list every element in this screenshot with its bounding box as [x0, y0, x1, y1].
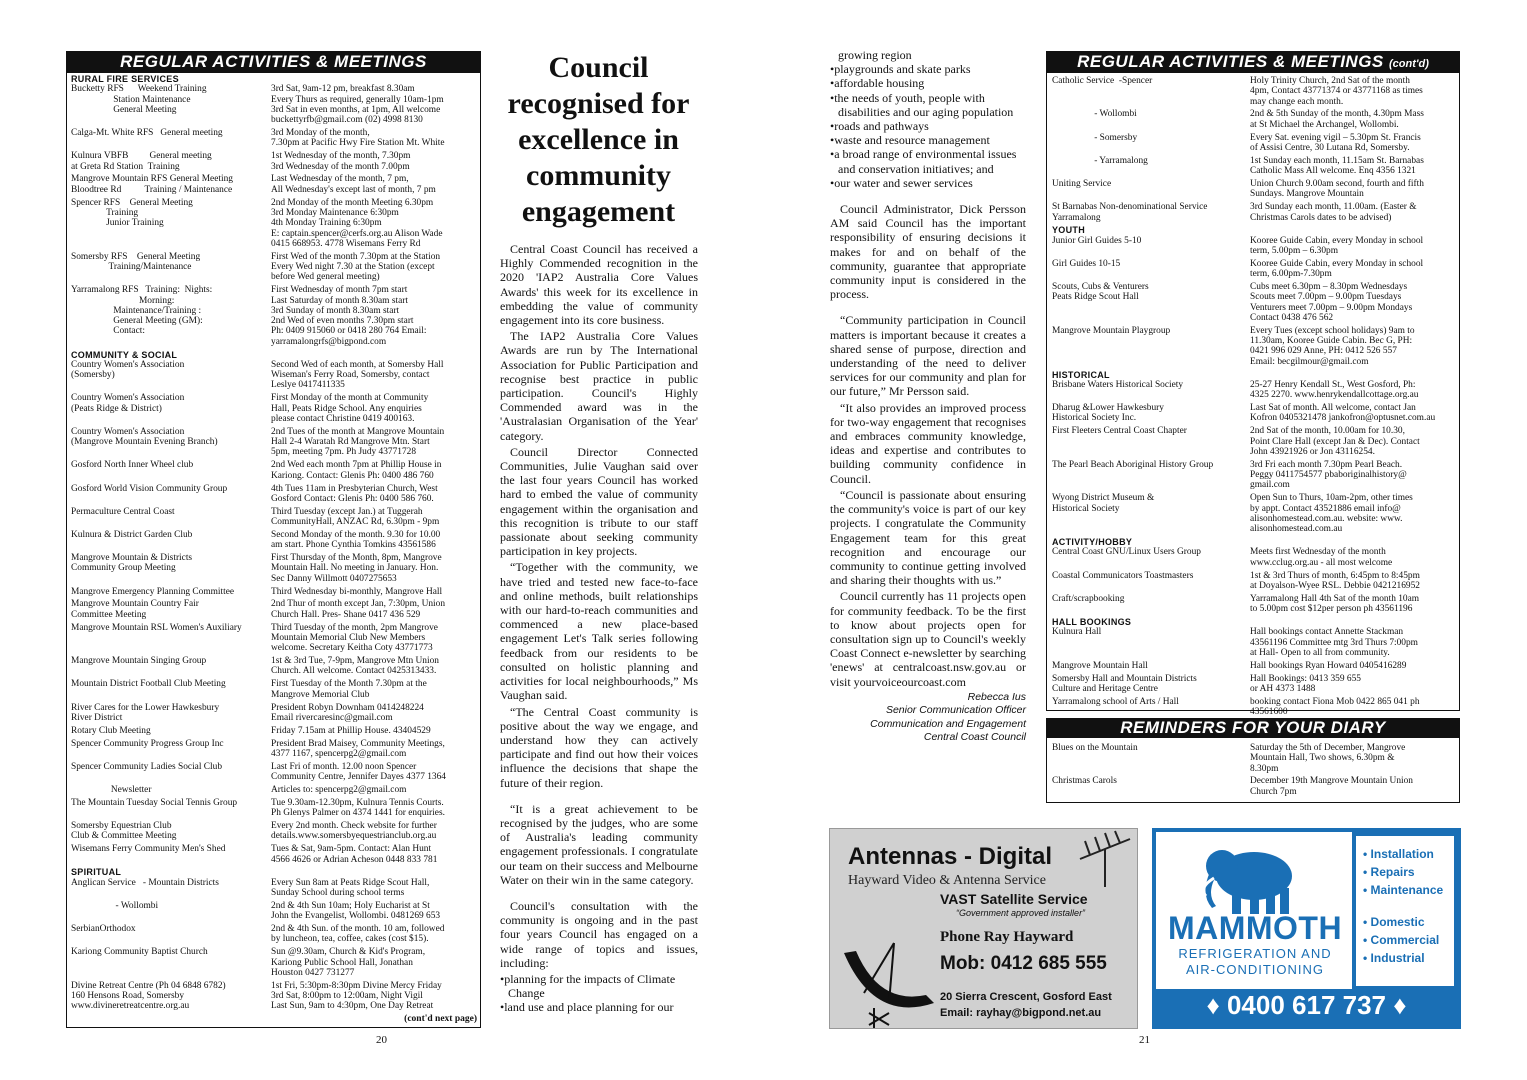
- activity-details: Yarramalong Hall 4th Sat of the month 10am to 5.00pm cost $12per person ph 43561196: [1250, 593, 1420, 615]
- article-column-2: [830, 48, 1026, 745]
- list-item: [1363, 913, 1453, 931]
- ad-antennas-email: Email: rayhay@bigpond.net.au: [940, 1007, 1102, 1019]
- activity-details: 2nd Monday of the month Meeting 6.30pm 3rd Monday Maintenance 6:30pm 4th Monday Training 6:30pm E: captain.spencer@cerfs.org.au Alison Wade 0415 668953. 4778 Wisemans Ferry Rd: [271, 197, 443, 249]
- table-row: [1052, 493, 1456, 534]
- activity-details: 1st Sunday each month, 11.15am St. Barnabas Catholic Mass All welcome. Enq 4356 1321: [1250, 155, 1424, 177]
- activity-name: Newsletter: [71, 784, 152, 795]
- satellite-dish-icon: [834, 913, 944, 1029]
- activity-details: Friday 7.15am at Phillip House. 43404529: [271, 725, 431, 736]
- signature-line: Senior Communication Officer: [885, 704, 1026, 717]
- activity-details: booking contact Fiona Mob 0422 865 041 ph 43561600: [1250, 696, 1420, 718]
- activity-details: Kooree Guide Cabin, every Monday in school term, 5.00pm – 6.30pm: [1250, 235, 1424, 257]
- activity-name: - Yarramalong: [1052, 155, 1148, 166]
- mammoth-brand: MAMMOTH: [1167, 910, 1343, 946]
- activity-details: Every Tues (except school holidays) 9am to 11.30am, Kooree Guide Cabin. Bec G, PH: 0421 996 029 Anne, PH: 0412 526 557 Email: becgilmour@gmail.com: [1250, 325, 1415, 367]
- article-paragraph: “The Central Coast community is positive about the way we engage, and understand how they can actively participate and find out how their voices influence the decisions that shape the future of their region.: [500, 704, 698, 790]
- bullet-icon: •: [1363, 847, 1371, 861]
- mammoth-phone: ♦ 0400 617 737 ♦: [1206, 990, 1407, 1020]
- activity-details: Every Sun 8am at Peats Ridge Scout Hall, Sunday School during school terms: [271, 877, 430, 898]
- activity-name: Gosford North Inner Wheel club: [71, 460, 194, 471]
- activity-details: Open Sun to Thurs, 10am-2pm, other times by appt. Contact 43521886 email info@ alisonhomestead.com.au. website: www. alisonhomestead.com.au: [1250, 493, 1413, 535]
- activity-name: Girl Guides 10-15: [1052, 258, 1121, 269]
- activity-details: 4th Tues 11am in Presbyterian Church, West Gosford Contact: Glenis Ph: 0400 586 760.: [271, 483, 438, 504]
- activity-details: 2nd Sat of the month, 10.00am for 10.30, Point Clare Hall (except Jan & Dec). Contact John 43921926 or Jon 43116254.: [1250, 426, 1420, 457]
- list-item: • planning for the impacts of Climate Change: [500, 972, 698, 1000]
- activity-name: Christmas Carols: [1052, 776, 1117, 787]
- table-row: [71, 252, 477, 283]
- activity-name: Bucketty RFS Weekend Training Station Maintenance General Meeting: [71, 84, 207, 115]
- table-row: [1052, 133, 1456, 154]
- table-row: [1052, 282, 1456, 323]
- table-row: [1052, 547, 1456, 568]
- table-row: [71, 460, 477, 481]
- activity-name: River Cares for the Lower Hawkesbury River District: [71, 702, 220, 723]
- diary-header: REMINDERS FOR YOUR DIARY: [1046, 718, 1460, 738]
- activity-name: Blues on the Mountain: [1052, 743, 1138, 753]
- activity-name: - Wollombi: [71, 900, 159, 911]
- activity-details: 1st Wednesday of the month, 7.30pm 3rd Wednesday of the month 7.00pm: [271, 151, 411, 172]
- table-row: [1052, 674, 1456, 695]
- mammoth-services-box: [1356, 836, 1454, 986]
- activity-details: Last Fri of month. 12.00 noon Spencer Community Centre, Jennifer Dayes 4377 1364: [271, 761, 446, 783]
- table-row: [1052, 202, 1456, 223]
- mammoth-service-item: Domestic: [1370, 915, 1425, 929]
- activity-details: Sun @9.30am, Church & Kid's Program, Kariong Public School Hall, Jonathan Houston 0427 731277: [271, 947, 426, 978]
- article-paragraph: “Community participation in Council matters is important because it creates a shared sense of purpose, direction and understanding of the need to deliver services for our community and plan for our future,” Mr Persson said.: [830, 313, 1026, 399]
- activity-details: First Thursday of the Month, 8pm, Mangrove Mountain Hall. No meeting in January. Hon. Sec Danny Willmott 0407275653: [271, 553, 442, 584]
- activity-name: - Somersby: [1052, 132, 1138, 143]
- table-row: [71, 947, 477, 978]
- bullet-icon: •: [1363, 865, 1371, 879]
- article-paragraph: The IAP2 Australia Core Values Awards are run by The International Association for Public Participation and recognise best practice in public participation. Council's Highly Commended award was in the 'Australasian Organisation of the Year' category.: [500, 329, 698, 443]
- section-heading: YOUTH: [1052, 225, 1085, 236]
- table-row: [71, 553, 477, 584]
- article-paragraph: “It also provides an improved process for two-way engagement that recognises and embraces community knowledge, ideas and expertise and contributes to building community confidence in Council.: [830, 400, 1026, 486]
- activity-name: Yarramalong school of Arts / Hall: [1052, 696, 1179, 707]
- activity-details: Meets first Wednesday of the month www.cclug.org.au - all most welcome: [1250, 547, 1393, 568]
- table-row: [71, 151, 477, 172]
- table-row: [71, 762, 477, 783]
- list-item: [1363, 845, 1453, 863]
- activity-details: 2nd Thur of month except Jan, 7:30pm, Union Church Hall. Pres- Shane 0417 436 529: [271, 599, 446, 620]
- activity-details: Union Church 9.00am second, fourth and fifth Sundays. Mangrove Mountain: [1250, 179, 1424, 200]
- activity-details: 3rd Sat, 9am-12 pm, breakfast 8.30am Every Thurs as required, generally 10am-1pm 3rd Sat in even months, at 1pm, All welcome buckettyrfb@gmail.com (02) 4998 8130: [271, 84, 444, 126]
- article-column-1: [500, 242, 698, 1015]
- list-item: • waste and resource management: [830, 133, 1026, 147]
- activity-details: 1st & 3rd Tue, 7-9pm, Mangrove Mtn Union Church. All welcome. Contact 0425313433.: [271, 656, 439, 677]
- activity-name: Permaculture Central Coast: [71, 506, 175, 517]
- list-item: • affordable housing: [830, 76, 1026, 90]
- right-header: [1046, 51, 1460, 73]
- mammoth-service-item: Repairs: [1370, 865, 1415, 879]
- activity-name: Spencer Community Progress Group Inc: [71, 738, 224, 749]
- activity-details: Kooree Guide Cabin, every Monday in school term, 6.00pm-7.30pm: [1250, 258, 1424, 280]
- activity-name: Mangrove Emergency Planning Committee: [71, 586, 235, 597]
- activity-details: First Monday of the month at Community Hall, Peats Ridge School. Any enquiries please contact Christine 0419 400163.: [271, 393, 429, 424]
- table-row: [71, 484, 477, 505]
- list-item: [1363, 881, 1453, 899]
- article-signature: [830, 691, 1026, 745]
- table-row: [1052, 109, 1456, 130]
- signature-line: Rebecca Ius: [967, 690, 1026, 703]
- table-row: [71, 679, 477, 700]
- activity-name: - Wollombi: [1052, 109, 1137, 120]
- table-row: [1052, 571, 1456, 592]
- table-row: [71, 393, 477, 424]
- table-row: [71, 785, 477, 795]
- activity-details: 3rd Monday of the month, 7.30pm at Pacific Hwy Fire Station Mt. White: [271, 128, 445, 149]
- activity-name: Yarramalong RFS Training: Nights: Morning: Maintenance/Training : General Meeting (GM): Contact:: [71, 285, 213, 337]
- table-row: [71, 530, 477, 551]
- bullet-icon: •: [1363, 883, 1371, 897]
- table-row: [71, 924, 477, 945]
- section-heading: HALL BOOKINGS: [1052, 616, 1132, 627]
- right-header-title: REGULAR ACTIVITIES & MEETINGS: [1077, 52, 1384, 71]
- activity-name: Central Coast GNU/Linux Users Group: [1052, 547, 1201, 558]
- bullet-list: [500, 972, 698, 1015]
- table-row: [1052, 627, 1456, 658]
- diary-list: [1052, 743, 1456, 800]
- table-row: [1052, 661, 1456, 671]
- mammoth-service-item: Industrial: [1370, 951, 1425, 965]
- list-item: [1363, 931, 1453, 949]
- activity-name: Rotary Club Meeting: [71, 725, 151, 736]
- activity-name: First Fleeters Central Coast Chapter: [1052, 426, 1187, 437]
- activity-details: Third Tuesday (except Jan.) at Tuggerah CommunityHall, ANZAC Rd, 6.30pm - 9pm: [271, 506, 440, 527]
- activity-name: Coastal Communicators Toastmasters: [1052, 570, 1194, 581]
- table-row: [71, 821, 477, 842]
- table-row: [1052, 426, 1456, 457]
- table-row: [1052, 743, 1456, 774]
- activity-details: Hall bookings contact Annette Stackman 43561196 Committee mtg 3rd Thurs 7:00pm at Hall- Open to all from community.: [1250, 627, 1418, 658]
- activity-name: Anglican Service - Mountain Districts: [71, 877, 219, 888]
- activity-name: Junior Girl Guides 5-10: [1052, 235, 1142, 246]
- activity-details: 3rd Fri each month 7.30pm Pearl Beach. Peggy 0411754577 pbaboriginalhistory@ gmail.com: [1250, 459, 1407, 491]
- ad-mammoth: [1152, 828, 1461, 1029]
- activity-details: Cubs meet 6.30pm – 8.30pm Wednesdays Scouts meet 7.00pm – 9.00pm Tuesdays Venturers meet 7.00pm – 9.00pm Mondays Contact 0438 476 562: [1250, 282, 1413, 323]
- activity-name: Mangrove Mountain Hall: [1052, 660, 1148, 671]
- activity-details: Hall bookings Ryan Howard 0405416289: [1250, 660, 1407, 671]
- table-row: [71, 703, 477, 724]
- section-heading: COMMUNITY & SOCIAL: [71, 349, 178, 360]
- article-paragraph: Council Administrator, Dick Persson AM said Council has the important responsibility of ensuring decisions it makes for and on behalf of the community, guarantee that appropriate community input is considered in the process.: [830, 202, 1026, 302]
- activity-details: Last Sat of month. All welcome, contact Jan Kofron 0405321478 jankofron@optusnet.com.au: [1250, 403, 1436, 424]
- ad-antennas-phone-label: Phone Ray Hayward: [940, 929, 1074, 945]
- ad-antennas-digital: [829, 828, 1138, 1029]
- list-item: • a broad range of environmental issues and conservation initiatives; and: [830, 147, 1026, 175]
- mammoth-services-list: [1363, 845, 1453, 967]
- article-paragraph: Council Director Connected Communities, Julie Vaughan said over the last four years Council has worked hard to embed the value of community engagement within the organisation and this recognition is tribute to our staff passionate about seeking community participation in key projects.: [500, 444, 698, 559]
- table-row: [1052, 460, 1456, 491]
- activity-name: Kulnura & District Garden Club: [71, 529, 193, 540]
- mammoth-service-item: Commercial: [1370, 933, 1440, 947]
- page-number-right: 21: [1139, 1034, 1150, 1046]
- table-row: [1052, 594, 1456, 615]
- activity-details: Articles to: spencerpg2@gmail.com: [271, 784, 407, 795]
- list-item: [1363, 863, 1453, 881]
- table-row: [1052, 776, 1456, 797]
- table-row: [71, 726, 477, 736]
- activity-details: Third Tuesday of the month, 2pm Mangrove Mountain Memorial Club New Members welcome. Secretary Keitha Coty 43771773: [271, 622, 438, 654]
- continued-note: (cont'd next page): [404, 1014, 477, 1025]
- table-row: [1052, 697, 1456, 718]
- list-item: • our water and sewer services: [830, 176, 1026, 190]
- activity-details: Every Sat. evening vigil – 5.30pm St. Francis of Assisi Centre, 30 Lutana Rd, Somersby.: [1250, 132, 1421, 153]
- article-headline: Council recognised for excellence in community engagement: [507, 51, 690, 228]
- table-row: [1052, 403, 1456, 424]
- mammoth-icon: [1192, 838, 1312, 918]
- table-row: [71, 844, 477, 865]
- bullet-icon: •: [1363, 951, 1371, 965]
- table-row: [1052, 380, 1456, 401]
- table-row: [71, 656, 477, 677]
- activity-details: President Robyn Downham 0414248224 Email rivercaresinc@gmail.com: [271, 702, 424, 723]
- bullet-icon: •: [1363, 933, 1371, 947]
- bullet-list: [830, 62, 1026, 190]
- activity-name: Spencer Community Ladies Social Club: [71, 761, 223, 772]
- table-row: [1052, 326, 1456, 367]
- activity-details: First Wednesday of month 7pm start Last Saturday of month 8.30am start 3rd Sunday of month 8.30am start 2nd Wed of even months 7.30pm start Ph: 0409 915060 or 0418 280 764 Email: yarramalongrfs@bigpond.com: [271, 285, 427, 347]
- activity-name: Craft/scrapbooking: [1052, 593, 1125, 604]
- activity-name: Gosford World Vision Community Group: [71, 483, 228, 494]
- antenna-icon: [1075, 829, 1135, 889]
- table-row: [71, 739, 477, 760]
- activity-details: 2nd & 4th Sun 10am; Holy Eucharist at St John the Evangelist, Wollombi. 0481269 653: [271, 900, 441, 922]
- activity-details: December 19th Mangrove Mountain Union Church 7pm: [1250, 776, 1413, 797]
- article-paragraph: Council's consultation with the community is ongoing and in the past four years Council has engaged on a wide range of topics and issues, including:: [500, 898, 698, 970]
- ad-antennas-approved: “Government approved installer”: [956, 908, 1086, 918]
- activity-name: Uniting Service: [1052, 179, 1112, 190]
- list-item: • playgrounds and skate parks: [830, 62, 1026, 76]
- right-header-suffix: (cont'd): [1389, 58, 1429, 70]
- bullet-icon: •: [1363, 915, 1371, 929]
- article-continuation: growing region: [838, 48, 912, 62]
- article-paragraph: Council currently has 11 projects open for community feedback. To be the first to know about projects open for consultation sign up to Council's weekly Coast Connect e-newsletter by searching 'enews' at centralcoast.nsw.gov.au or visit yourvoiceourcoast.com: [830, 589, 1026, 689]
- activity-name: Mangrove Mountain Playgroup: [1052, 325, 1171, 336]
- activity-name: Brisbane Waters Historical Society: [1052, 379, 1184, 390]
- activity-details: 1st Fri, 5:30pm-8:30pm Divine Mercy Friday 3rd Sat, 8:00pm to 12:00am, Night Vigil Last Sun, 9am to 4:30pm, One Day Retreat: [271, 980, 442, 1012]
- article-paragraph: “It is a great achievement to be recognised by the judges, who are some of Australia's leading community engagement professionals. I congratulate our team on their success and Melbourne Water on their win in the same category.: [500, 801, 698, 887]
- activity-name: St Barnabas Non-denominational Service Yarramalong: [1052, 202, 1208, 223]
- table-row: [71, 174, 477, 195]
- activity-details: Second Wed of each month, at Somersby Hall Wiseman's Ferry Road, Somersby, contact Leslye 0417411335: [271, 359, 444, 391]
- list-item: • roads and pathways: [830, 119, 1026, 133]
- right-activities-list: [1052, 76, 1456, 720]
- activity-name: Mangrove Mountain RSL Women's Auxiliary: [71, 622, 242, 633]
- ad-antennas-title: Antennas - Digital: [848, 843, 1053, 870]
- activity-name: The Mountain Tuesday Social Tennis Group: [71, 797, 238, 808]
- activity-details: 3rd Sunday each month, 11.00am. (Easter & Christmas Carols dates to be advised): [1250, 202, 1417, 223]
- activity-details: President Brad Maisey, Community Meetings, 4377 1167, spencerpg2@gmail.com: [271, 738, 445, 759]
- activity-name: Mangrove Mountain Singing Group: [71, 656, 207, 667]
- mammoth-line1: REFRIGERATION AND: [1178, 946, 1332, 961]
- activity-details: 2nd & 5th Sunday of the month, 4.30pm Mass at St Michael the Archangel, Wollombi.: [1250, 109, 1424, 130]
- spacer: [830, 190, 1026, 202]
- table-row: [71, 198, 477, 249]
- activity-name: Somersby RFS General Meeting Training/Maintenance: [71, 251, 201, 273]
- table-row: [71, 623, 477, 654]
- activity-details: Last Wednesday of the month, 7 pm, All Wednesday's except last of month, 7 pm: [271, 174, 436, 195]
- activity-name: Divine Retreat Centre (Ph 04 6848 6782) 160 Hensons Road, Somersby www.divineretreatcentre.org.au: [71, 980, 226, 1012]
- activity-name: Somersby Hall and Mountain Districts Culture and Heritage Centre: [1052, 673, 1197, 694]
- activity-name: Scouts, Cubs & Venturers Peats Ridge Scout Hall: [1052, 282, 1149, 303]
- table-row: [71, 84, 477, 125]
- table-row: [71, 981, 477, 1012]
- table-row: [71, 128, 477, 149]
- list-item: • land use and place planning for our: [500, 1000, 698, 1014]
- activity-name: Country Women's Association (Mangrove Mountain Evening Branch): [71, 426, 218, 448]
- activity-name: Kariong Community Baptist Church: [71, 947, 208, 958]
- table-row: [71, 507, 477, 528]
- ad-antennas-address: 20 Sierra Crescent, Gosford East: [940, 991, 1112, 1003]
- ad-antennas-mobile: Mob: 0412 685 555: [940, 953, 1107, 974]
- article-paragraph: “Together with the community, we have tried and tested new face-to-face and online methods, built relationships with our hard-to-reach communities and commenced a new place-based engagement Let's Talk series following feedback from our residents to be consulted on holistic planning and activities for local neighbourhoods,” Ms Vaughan said.: [500, 560, 698, 703]
- ad-antennas-vast: VAST Satellite Service: [940, 891, 1088, 907]
- activity-name: Wisemans Ferry Community Men's Shed: [71, 844, 226, 855]
- section-heading: RURAL FIRE SERVICES: [71, 74, 179, 84]
- activity-name: Dharug &Lower Hawkesbury Historical Society Inc.: [1052, 403, 1164, 424]
- activity-details: Every 2nd month. Check website for further details.www.somersbyequestrianclub.org.au: [271, 821, 437, 842]
- activity-details: Third Wednesday bi-monthly, Mangrove Hall: [271, 586, 443, 597]
- page-number-left: 20: [376, 1034, 387, 1046]
- left-activities-list: [71, 74, 477, 1025]
- activity-details: 2nd & 4th Sun. of the month. 10 am, followed by luncheon, tea, coffee, cakes (cost $15).: [271, 924, 445, 945]
- table-row: [71, 878, 477, 899]
- article-paragraph: “Council is passionate about ensuring the community's voice is part of our key projects. I congratulate the Community Engagement team for this great recognition and encourage our community to continue getting involved and sharing their thoughts with us.”: [830, 487, 1026, 588]
- table-row: [1052, 179, 1456, 200]
- activity-name: Country Women's Association (Peats Ridge & District): [71, 393, 185, 414]
- activity-name: Catholic Service -Spencer: [1052, 76, 1153, 86]
- table-row: [71, 599, 477, 620]
- mammoth-service-item: Maintenance: [1370, 883, 1444, 897]
- signature-line: Communication and Engagement: [870, 717, 1026, 730]
- activity-details: Tues & Sat, 9am-5pm. Contact: Alan Hunt 4566 4626 or Adrian Acheson 0448 833 781: [271, 844, 438, 865]
- activity-name: Wyong District Museum & Historical Society: [1052, 493, 1155, 514]
- activity-details: Saturday the 5th of December, Mangrove Mountain Hall, Two shows, 6.30pm & 8.30pm: [1250, 743, 1406, 774]
- activity-details: First Wed of the month 7.30pm at the Station Every Wed night 7.30 at the Station (except before Wed general meeting): [271, 251, 441, 283]
- table-row: [71, 587, 477, 597]
- list-item: • the needs of youth, people with disabilities and our aging population: [830, 91, 1026, 119]
- article-paragraph: Central Coast Council has received a Highly Commended recognition in the 2020 'IAP2 Australia Core Values Awards' this week for its excellence in embedding the value of community engagement into its core business.: [500, 242, 698, 328]
- section-heading: HISTORICAL: [1052, 369, 1110, 380]
- table-row: [1052, 236, 1456, 257]
- list-item: [1363, 949, 1453, 967]
- activity-name: The Pearl Beach Aboriginal History Group: [1052, 459, 1214, 470]
- table-row: [71, 427, 477, 458]
- activity-name: Kulnura VBFB General meeting at Greta Rd Station Training: [71, 151, 212, 172]
- activity-details: Holy Trinity Church, 2nd Sat of the month 4pm, Contact 43771374 or 43771168 as times may change each month.: [1250, 76, 1423, 107]
- table-row: [1052, 156, 1456, 177]
- activity-details: Second Monday of the month. 9.30 for 10.00 am start. Phone Cynthia Tomkins 43561586: [271, 529, 441, 551]
- activity-name: Mangrove Mountain & Districts Community Group Meeting: [71, 553, 193, 574]
- activity-name: Mountain District Football Club Meeting: [71, 679, 226, 690]
- section-heading: ACTIVITY/HOBBY: [1052, 537, 1133, 548]
- activity-details: 2nd Wed each month 7pm at Phillip House in Kariong. Contact: Glenis Ph: 0400 486 760: [271, 460, 442, 481]
- activity-details: 1st & 3rd Thurs of month, 6:45pm to 8:45pm at Doyalson-Wyee RSL. Debbie 0421216952: [1250, 570, 1420, 591]
- activity-name: Mangrove Mountain RFS General Meeting Bloodtree Rd Training / Maintenance: [71, 174, 233, 195]
- activity-name: SerbianOrthodox: [71, 924, 136, 935]
- ad-antennas-subtitle: Hayward Video & Antenna Service: [848, 873, 1046, 888]
- activity-name: Calga-Mt. White RFS General meeting: [71, 128, 223, 139]
- activity-details: First Tuesday of the Month 7.30pm at the Mangrove Memorial Club: [271, 679, 427, 700]
- activity-details: 2nd Tues of the month at Mangrove Mountain Hall 2-4 Waratah Rd Mangrove Mtn. Start 5pm, meeting 7pm. Ph Judy 43771728: [271, 426, 445, 458]
- activity-details: 25-27 Henry Kendall St., West Gosford, Ph: 4325 2270. www.henrykendallcottage.org.au: [1250, 379, 1419, 401]
- left-header: REGULAR ACTIVITIES & MEETINGS: [66, 51, 481, 73]
- table-row: [71, 901, 477, 922]
- activity-details: Hall Bookings: 0413 359 655 or AH 4373 1488: [1250, 673, 1361, 694]
- activity-details: Tue 9.30am-12.30pm, Kulnura Tennis Courts. Ph Glenys Palmer on 4374 1441 for enquiries.: [271, 797, 445, 819]
- activity-name: Somersby Equestrian Club Club & Committee Meeting: [71, 821, 177, 842]
- table-row: [71, 360, 477, 391]
- activity-name: Country Women's Association (Somersby): [71, 359, 185, 381]
- table-row: [1052, 259, 1456, 280]
- table-row: [71, 798, 477, 819]
- activity-name: Spencer RFS General Meeting Training Junior Training: [71, 197, 193, 229]
- section-heading: SPIRITUAL: [71, 867, 122, 878]
- activity-name: Mangrove Mountain Country Fair Committee Meeting: [71, 599, 199, 620]
- mammoth-service-item: Installation: [1370, 847, 1434, 861]
- table-row: [71, 285, 477, 347]
- table-row: [1052, 76, 1456, 107]
- signature-line: Central Coast Council: [923, 731, 1026, 744]
- mammoth-line2: AIR-CONDITIONING: [1185, 962, 1325, 977]
- activity-name: Kulnura Hall: [1052, 627, 1102, 638]
